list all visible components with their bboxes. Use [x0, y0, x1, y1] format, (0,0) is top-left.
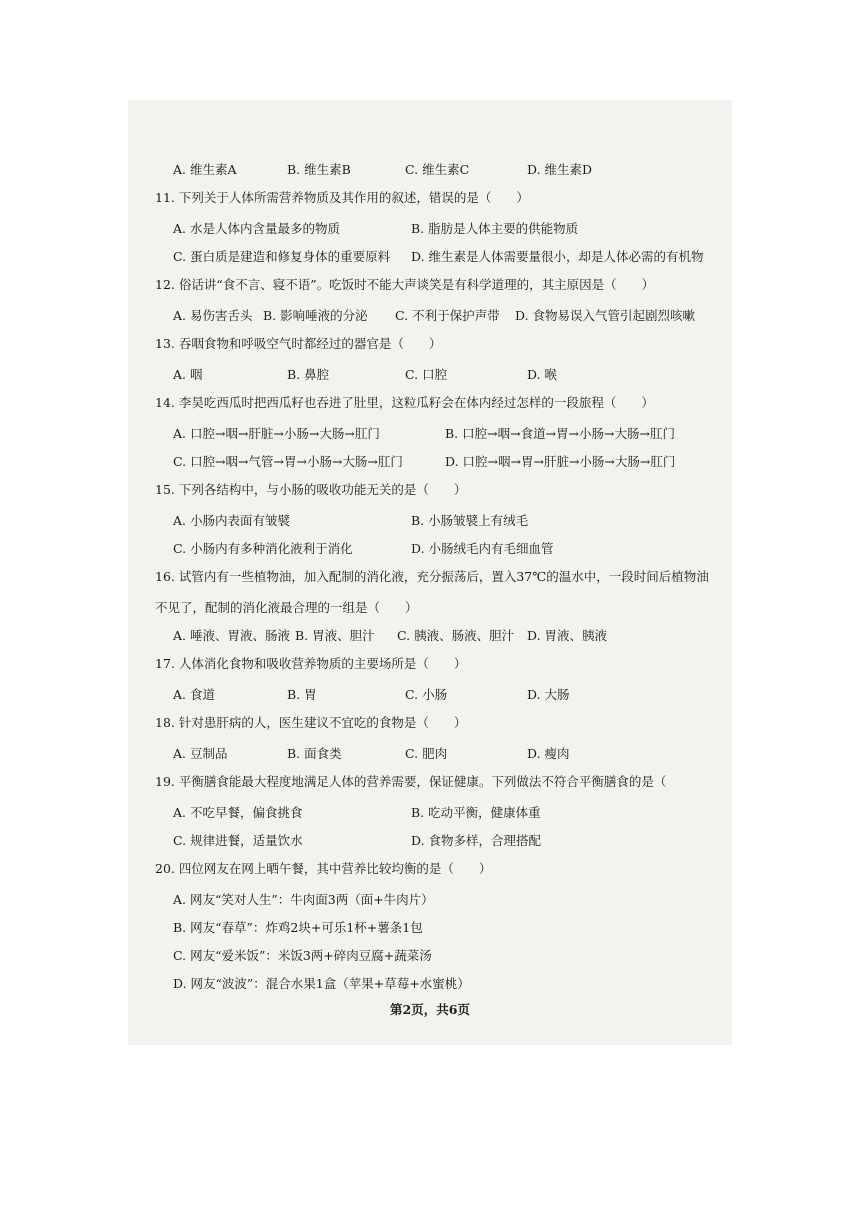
q16-option-d: D. 胃液、胰液: [527, 628, 608, 643]
q16-stem-row2: [155, 598, 725, 626]
q19-stem: 19. 平衡膳食能最大程度地满足人体的营养需要，保证健康。下列做法不符合平衡膳食的是（: [155, 774, 667, 789]
q13-option-c: C. 口腔: [405, 367, 448, 382]
q18-option-a: A. 豆制品: [173, 746, 228, 761]
q18-stem: 18. 针对患肝病的人，医生建议不宜吃的食物是（ ）: [155, 715, 467, 730]
q13-stem: 13. 吞咽食物和呼吸空气时都经过的器官是（ ）: [155, 336, 442, 351]
q16-stem-row: [155, 567, 725, 598]
q16-option-b: B. 胃液、胆汁: [295, 628, 375, 643]
q11-stem-row: [155, 188, 725, 219]
q14-option-a: A. 口腔→咽→肝脏→小肠→大肠→肛门: [173, 426, 380, 441]
q17-options: [165, 685, 725, 713]
q19-options-row1: [165, 803, 725, 831]
q19-option-a: A. 不吃早餐，偏食挑食: [173, 805, 303, 820]
question-list: [155, 160, 725, 1002]
q17-stem: 17. 人体消化食物和吸收营养物质的主要场所是（ ）: [155, 656, 467, 671]
q11-options-row1: [165, 219, 725, 247]
q11-option-b: B. 脂肪是人体主要的供能物质: [411, 221, 579, 236]
q13-option-d: D. 喉: [527, 367, 558, 382]
q10-option-c: C. 维生素C: [405, 162, 470, 177]
q13-options: [165, 365, 725, 393]
q12-option-d: D. 食物易误入气管引起剧烈咳嗽: [515, 308, 696, 323]
q15-stem-row: [155, 480, 725, 511]
page-number: 第2页，共6页: [390, 1002, 470, 1017]
q14-stem-row: [155, 393, 725, 424]
q18-option-b: B. 面食类: [287, 746, 342, 761]
q16-option-a: A. 唾液、胃液、肠液: [173, 628, 290, 643]
q15-stem: 15. 下列各结构中，与小肠的吸收功能无关的是（ ）: [155, 482, 467, 497]
q13-option-a: A. 咽: [173, 367, 203, 382]
q19-stem-row: [155, 772, 725, 803]
q20-stem-row: [155, 859, 725, 890]
q14-option-b: B. 口腔→咽→食道→胃→小肠→大肠→肛门: [445, 426, 675, 441]
q20-option-d-row: [165, 974, 725, 1002]
q13-stem-row: [155, 334, 725, 365]
q18-option-d: D. 瘦肉: [527, 746, 570, 761]
q17-option-d: D. 大肠: [527, 687, 570, 702]
q14-stem: 14. 李昊吃西瓜时把西瓜籽也吞进了肚里，这粒瓜籽会在体内经过怎样的一段旅程（ ）: [155, 395, 654, 410]
q15-option-a: A. 小肠内表面有皱襞: [173, 513, 290, 528]
q15-option-d: D. 小肠绒毛内有毛细血管: [411, 541, 554, 556]
q17-option-c: C. 小肠: [405, 687, 448, 702]
q11-option-c: C. 蛋白质是建造和修复身体的重要原料: [173, 249, 391, 264]
q20-option-a: A. 网友“笑对人生”：牛肉面3两（面+牛肉片）: [173, 892, 434, 907]
q18-stem-row: [155, 713, 725, 744]
q12-option-c: C. 不利于保护声带: [395, 308, 500, 323]
q10-options: [165, 160, 725, 188]
q20-stem: 20. 四位网友在网上晒午餐，其中营养比较均衡的是（ ）: [155, 861, 492, 876]
q20-option-b: B. 网友“春草”：炸鸡2块+可乐1杯+薯条1包: [173, 920, 423, 935]
q17-stem-row: [155, 654, 725, 685]
q11-option-a: A. 水是人体内含量最多的物质: [173, 221, 340, 236]
q20-option-c-row: [165, 946, 725, 974]
q16-options: [165, 626, 725, 654]
q20-option-d: D. 网友“波波”：混合水果1盒（苹果+草莓+水蜜桃）: [173, 976, 470, 991]
q10-option-d: D. 维生素D: [527, 162, 593, 177]
q10-option-b: B. 维生素B: [287, 162, 351, 177]
q19-option-c: C. 规律进餐，适量饮水: [173, 833, 303, 848]
q19-option-b: B. 吃动平衡，健康体重: [411, 805, 541, 820]
q15-option-c: C. 小肠内有多种消化液利于消化: [173, 541, 353, 556]
q11-options-row2: [165, 247, 725, 275]
q17-option-a: A. 食道: [173, 687, 215, 702]
q18-options: [165, 744, 725, 772]
q12-stem: 12. 俗话讲“食不言、寝不语”。吃饭时不能大声谈笑是有科学道理的，其主原因是（ ）: [155, 277, 655, 292]
q14-option-c: C. 口腔→咽→气管→胃→小肠→大肠→肛门: [173, 454, 403, 469]
q13-option-b: B. 鼻腔: [287, 367, 330, 382]
q20-option-b-row: [165, 918, 725, 946]
q20-option-c: C. 网友“爱米饭”：米饭3两+碎肉豆腐+蔬菜汤: [173, 948, 432, 963]
q12-option-a: A. 易伤害舌头: [173, 308, 253, 323]
q15-option-b: B. 小肠皱襞上有绒毛: [411, 513, 529, 528]
q11-option-d: D. 维生素是人体需要量很小，却是人体必需的有机物: [411, 249, 704, 264]
q19-option-d: D. 食物多样，合理搭配: [411, 833, 542, 848]
q10-option-a: A. 维生素A: [173, 162, 237, 177]
q12-option-b: B. 影响唾液的分泌: [263, 308, 368, 323]
q15-options-row1: [165, 511, 725, 539]
q14-options-row1: [165, 424, 725, 452]
q17-option-b: B. 胃: [287, 687, 317, 702]
q16-option-c: C. 胰液、肠液、胆汁: [397, 628, 515, 643]
q14-option-d: D. 口腔→咽→胃→肝脏→小肠→大肠→肛门: [445, 454, 676, 469]
q20-option-a-row: [165, 890, 725, 918]
q16-stem-continued: 不见了，配制的消化液最合理的一组是（ ）: [155, 600, 418, 615]
q12-options: [165, 306, 725, 334]
q11-stem: 11. 下列关于人体所需营养物质及其作用的叙述，错误的是（ ）: [155, 190, 529, 205]
q16-stem: 16. 试管内有一些植物油，加入配制的消化液，充分振荡后，置入37℃的温水中，一段时间后植物油: [155, 569, 709, 584]
q14-options-row2: [165, 452, 725, 480]
q15-options-row2: [165, 539, 725, 567]
q12-stem-row: [155, 275, 725, 306]
q19-options-row2: [165, 831, 725, 859]
q18-option-c: C. 肥肉: [405, 746, 448, 761]
